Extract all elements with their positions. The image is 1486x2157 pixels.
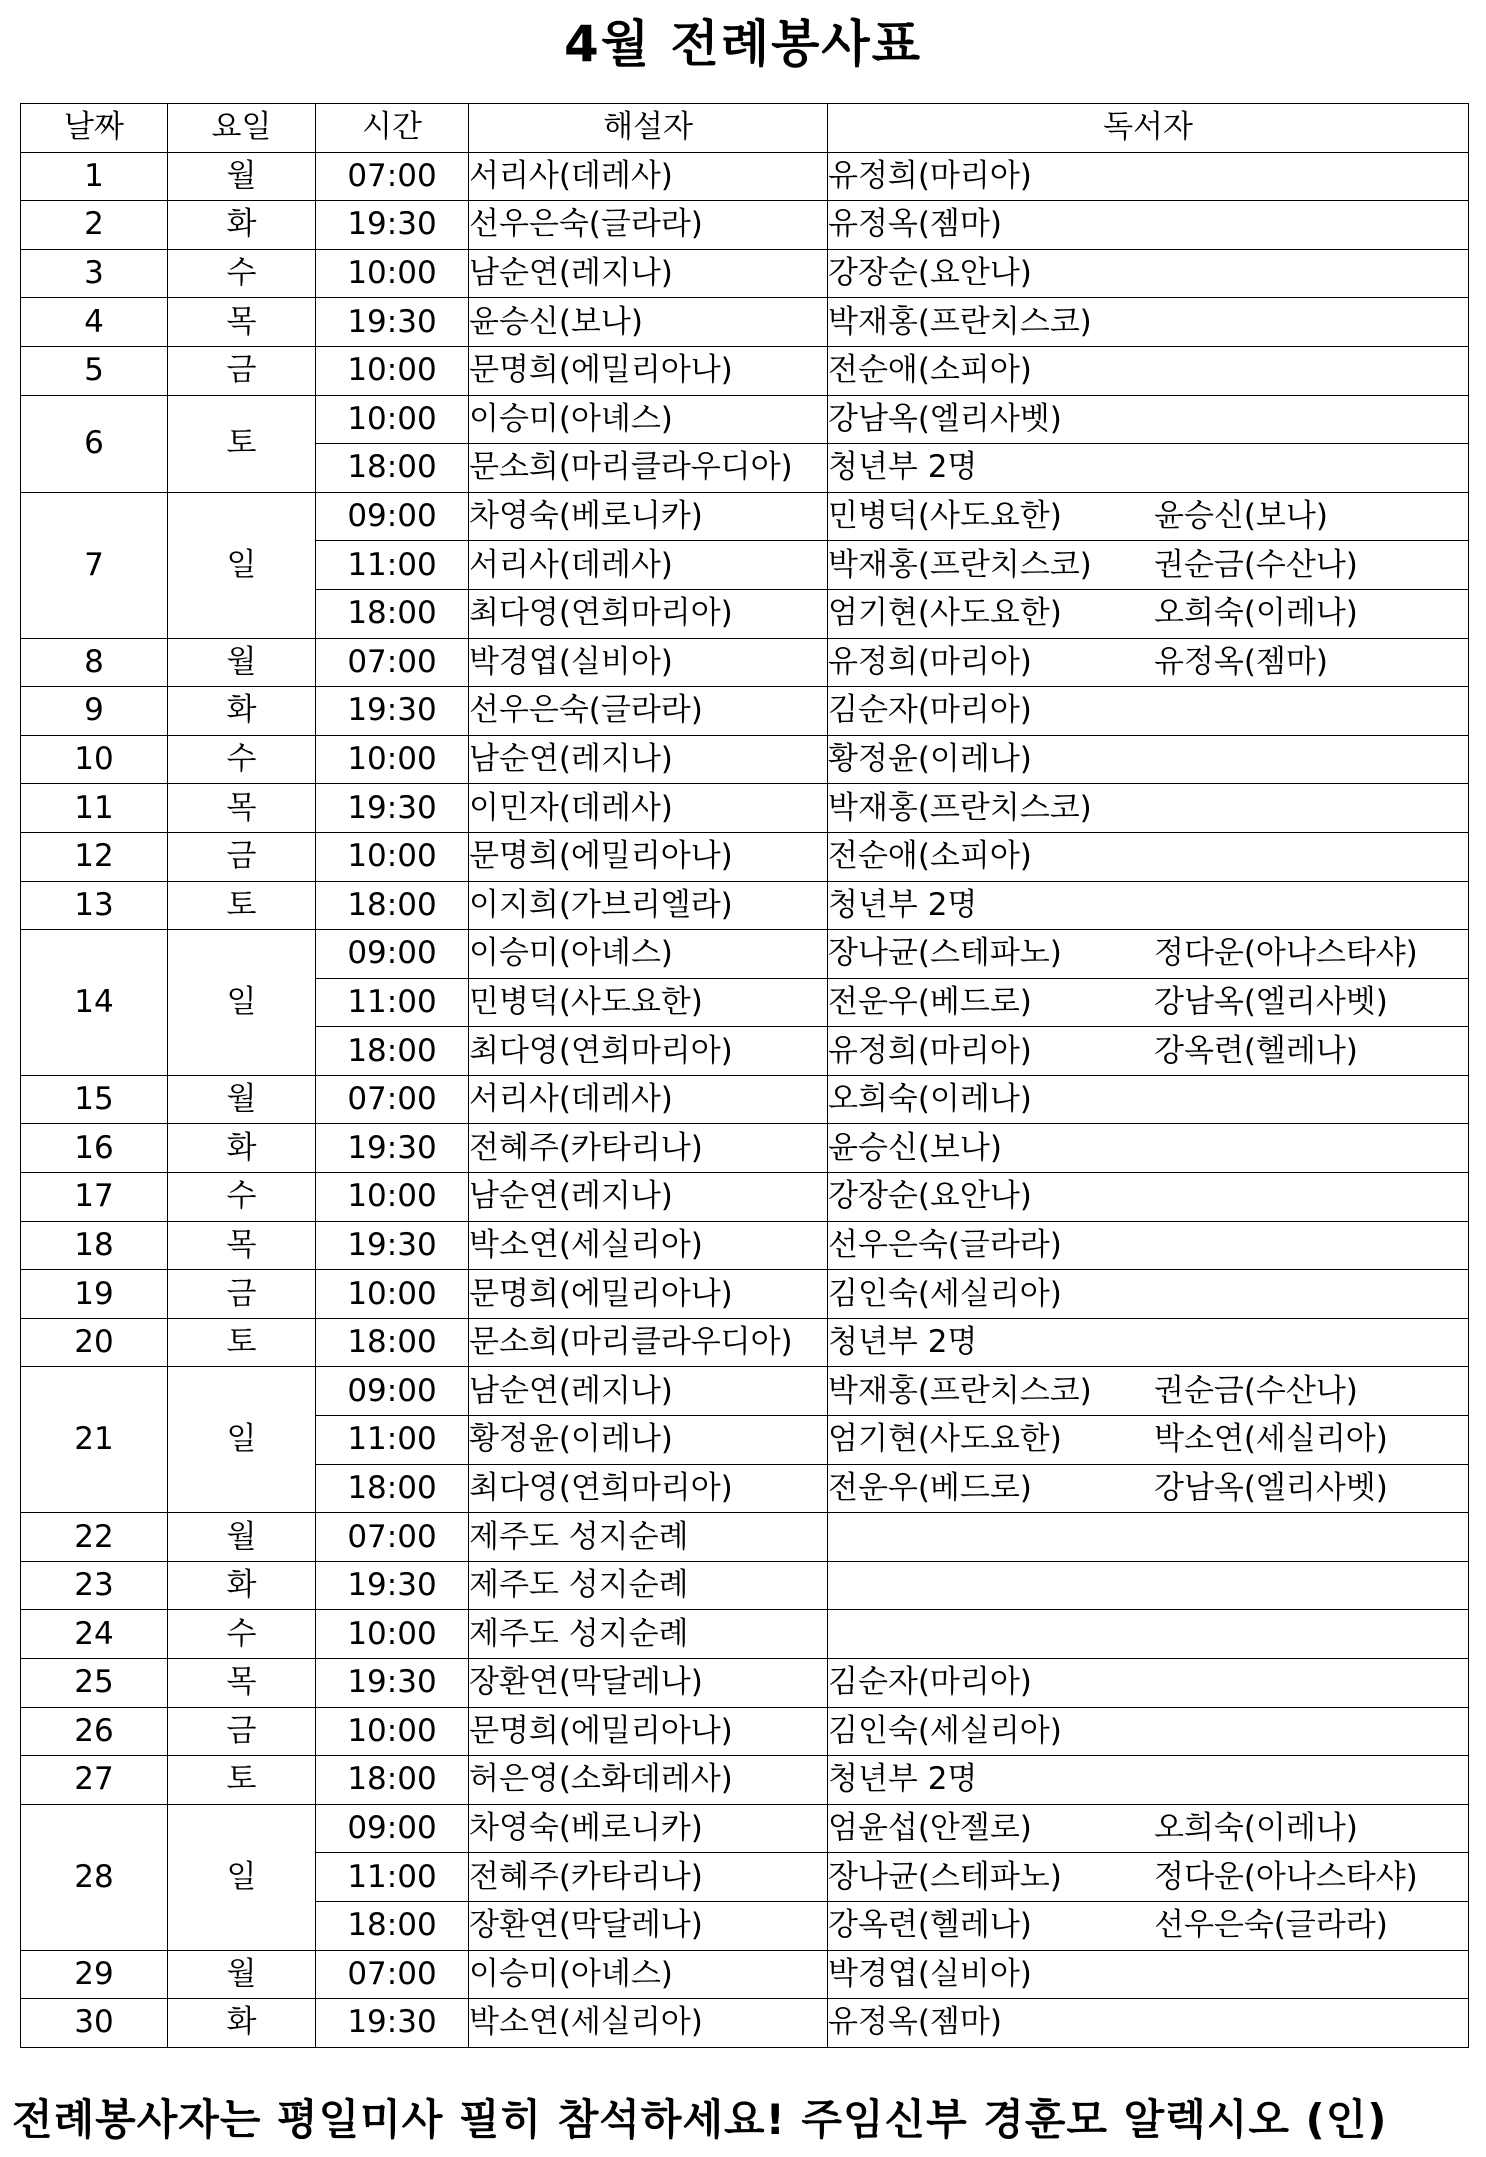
reader-cell — [828, 1416, 1469, 1465]
weekday-cell: 토 — [168, 1318, 316, 1367]
weekday-cell: 수 — [168, 1610, 316, 1659]
commentator-cell: 남순연(레지나) — [469, 1367, 828, 1416]
date-cell: 7 — [21, 492, 168, 638]
date-cell: 12 — [21, 832, 168, 881]
weekday-cell: 금 — [168, 1707, 316, 1756]
footer-note: 전례봉사자는 평일미사 필히 참석하세요! 주임신부 경훈모 알렉시오 (인) — [12, 2095, 1388, 2144]
date-cell: 11 — [21, 784, 168, 833]
reader-cell — [828, 444, 1469, 493]
header-time: 시간 — [316, 104, 469, 153]
date-cell: 28 — [21, 1804, 168, 1950]
time-cell: 07:00 — [316, 152, 469, 201]
reader-cell — [828, 1901, 1469, 1950]
reader-cell — [828, 201, 1469, 250]
date-cell: 15 — [21, 1075, 168, 1124]
commentator-cell: 최다영(연희마리아) — [469, 589, 828, 638]
time-cell: 10:00 — [316, 346, 469, 395]
weekday-cell: 수 — [168, 1173, 316, 1222]
time-cell: 09:00 — [316, 492, 469, 541]
reader-1: 유정옥(젬마) — [828, 206, 1002, 243]
commentator-cell: 장환연(막달레나) — [469, 1901, 828, 1950]
table-row — [21, 1999, 1469, 2048]
reader-1: 엄기현(사도요한) — [828, 595, 1062, 632]
reader-1: 전순애(소피아) — [828, 838, 1032, 875]
commentator-cell: 선우은숙(글라라) — [469, 687, 828, 736]
weekday-cell: 토 — [168, 395, 316, 492]
date-cell: 27 — [21, 1756, 168, 1805]
commentator-cell: 장환연(막달레나) — [469, 1659, 828, 1708]
reader-1: 청년부 2명 — [828, 1761, 978, 1798]
page-title: 4월 전례봉사표 — [564, 15, 922, 73]
reader-cell — [828, 1075, 1469, 1124]
time-cell: 19:30 — [316, 201, 469, 250]
reader-1: 유정희(마리아) — [828, 643, 1032, 680]
time-cell: 18:00 — [316, 1756, 469, 1805]
header-row — [21, 104, 1469, 153]
table-row — [21, 395, 1469, 444]
table-row — [21, 1513, 1469, 1562]
reader-1: 박재홍(프란치스코) — [828, 1372, 1092, 1409]
reader-cell — [828, 395, 1469, 444]
reader-cell — [828, 152, 1469, 201]
reader-2: 정다운(아나스타샤) — [1154, 935, 1418, 972]
table-row — [21, 687, 1469, 736]
schedule-table — [20, 103, 1469, 2048]
date-cell: 26 — [21, 1707, 168, 1756]
table-row — [21, 1173, 1469, 1222]
date-cell: 21 — [21, 1367, 168, 1513]
time-cell: 19:30 — [316, 1124, 469, 1173]
date-cell: 9 — [21, 687, 168, 736]
table-row — [21, 201, 1469, 250]
commentator-cell: 문소희(마리클라우디아) — [469, 1318, 828, 1367]
reader-1: 민병덕(사도요한) — [828, 498, 1062, 535]
table-row — [21, 1950, 1469, 1999]
date-cell: 30 — [21, 1999, 168, 2048]
time-cell: 18:00 — [316, 1027, 469, 1076]
reader-cell — [828, 1950, 1469, 1999]
time-cell: 10:00 — [316, 395, 469, 444]
commentator-cell: 최다영(연희마리아) — [469, 1027, 828, 1076]
reader-cell — [828, 1999, 1469, 2048]
time-cell: 09:00 — [316, 1367, 469, 1416]
table-row — [21, 1756, 1469, 1805]
table-row — [21, 346, 1469, 395]
commentator-cell: 문명희(에밀리아나) — [469, 832, 828, 881]
weekday-cell: 월 — [168, 1950, 316, 1999]
commentator-cell: 민병덕(사도요한) — [469, 978, 828, 1027]
time-cell: 07:00 — [316, 1513, 469, 1562]
reader-cell — [828, 1027, 1469, 1076]
time-cell: 09:00 — [316, 1804, 469, 1853]
time-cell: 10:00 — [316, 249, 469, 298]
commentator-cell: 차영숙(베로니카) — [469, 1804, 828, 1853]
date-cell: 8 — [21, 638, 168, 687]
reader-1: 김인숙(세실리아) — [828, 1712, 1062, 1749]
date-cell: 18 — [21, 1221, 168, 1270]
time-cell: 11:00 — [316, 541, 469, 590]
date-cell: 17 — [21, 1173, 168, 1222]
commentator-cell: 차영숙(베로니카) — [469, 492, 828, 541]
table-row — [21, 638, 1469, 687]
table-row — [21, 249, 1469, 298]
reader-cell — [828, 589, 1469, 638]
reader-1: 엄기현(사도요한) — [828, 1421, 1062, 1458]
table-row — [21, 1610, 1469, 1659]
table-row — [21, 930, 1469, 979]
reader-1: 박재홍(프란치스코) — [828, 789, 1092, 826]
weekday-cell: 금 — [168, 832, 316, 881]
commentator-cell: 이지희(가브리엘라) — [469, 881, 828, 930]
table-header — [21, 104, 1469, 153]
reader-cell — [828, 1270, 1469, 1319]
reader-cell — [828, 1221, 1469, 1270]
table-row — [21, 1221, 1469, 1270]
time-cell: 18:00 — [316, 1464, 469, 1513]
commentator-cell: 이승미(아녜스) — [469, 1950, 828, 1999]
table-row — [21, 1124, 1469, 1173]
date-cell: 13 — [21, 881, 168, 930]
date-cell: 19 — [21, 1270, 168, 1319]
reader-cell — [828, 1173, 1469, 1222]
reader-cell — [828, 978, 1469, 1027]
reader-cell — [828, 298, 1469, 347]
time-cell: 18:00 — [316, 1901, 469, 1950]
table-row — [21, 1367, 1469, 1416]
commentator-cell: 선우은숙(글라라) — [469, 201, 828, 250]
reader-1: 박경엽(실비아) — [828, 1955, 1032, 1992]
weekday-cell: 금 — [168, 346, 316, 395]
date-cell: 29 — [21, 1950, 168, 1999]
time-cell: 11:00 — [316, 978, 469, 1027]
reader-1: 엄윤섭(안젤로) — [828, 1810, 1032, 1847]
reader-1: 전운우(베드로) — [828, 983, 1032, 1020]
time-cell: 19:30 — [316, 784, 469, 833]
reader-cell — [828, 541, 1469, 590]
table-row — [21, 1561, 1469, 1610]
commentator-cell: 이민자(데레사) — [469, 784, 828, 833]
reader-1: 장나균(스테파노) — [828, 1858, 1062, 1895]
commentator-cell: 전혜주(카타리나) — [469, 1853, 828, 1902]
table-row — [21, 881, 1469, 930]
time-cell: 19:30 — [316, 687, 469, 736]
weekday-cell: 수 — [168, 249, 316, 298]
weekday-cell: 목 — [168, 1659, 316, 1708]
time-cell: 19:30 — [316, 1659, 469, 1708]
commentator-cell: 허은영(소화데레사) — [469, 1756, 828, 1805]
date-cell: 6 — [21, 395, 168, 492]
table-row — [21, 1075, 1469, 1124]
reader-1: 유정희(마리아) — [828, 1032, 1032, 1069]
commentator-cell: 서리사(데레사) — [469, 541, 828, 590]
reader-1: 청년부 2명 — [828, 1324, 978, 1361]
weekday-cell: 일 — [168, 930, 316, 1076]
header-commentator: 해설자 — [469, 104, 828, 153]
reader-cell — [828, 1804, 1469, 1853]
reader-1: 김순자(마리아) — [828, 1664, 1032, 1701]
time-cell: 10:00 — [316, 1173, 469, 1222]
reader-1: 김순자(마리아) — [828, 692, 1032, 729]
reader-1: 박재홍(프란치스코) — [828, 303, 1092, 340]
reader-1: 김인숙(세실리아) — [828, 1275, 1062, 1312]
time-cell: 19:30 — [316, 1999, 469, 2048]
commentator-cell: 최다영(연희마리아) — [469, 1464, 828, 1513]
time-cell: 10:00 — [316, 735, 469, 784]
reader-1: 강장순(요안나) — [828, 255, 1032, 292]
date-cell: 3 — [21, 249, 168, 298]
time-cell: 10:00 — [316, 1707, 469, 1756]
date-cell: 20 — [21, 1318, 168, 1367]
table-row — [21, 152, 1469, 201]
weekday-cell: 일 — [168, 1804, 316, 1950]
reader-cell — [828, 249, 1469, 298]
date-cell: 5 — [21, 346, 168, 395]
commentator-cell: 황정윤(이레나) — [469, 1416, 828, 1465]
date-cell: 10 — [21, 735, 168, 784]
reader-1: 강옥련(헬레나) — [828, 1907, 1032, 1944]
commentator-cell: 제주도 성지순례 — [469, 1561, 828, 1610]
reader-2: 강남옥(엘리사벳) — [1154, 1469, 1388, 1506]
time-cell: 07:00 — [316, 1950, 469, 1999]
weekday-cell: 월 — [168, 152, 316, 201]
date-cell: 2 — [21, 201, 168, 250]
header-weekday: 요일 — [168, 104, 316, 153]
time-cell: 11:00 — [316, 1416, 469, 1465]
weekday-cell: 일 — [168, 1367, 316, 1513]
reader-cell — [828, 832, 1469, 881]
commentator-cell: 이승미(아녜스) — [469, 930, 828, 979]
weekday-cell: 화 — [168, 687, 316, 736]
weekday-cell: 목 — [168, 1221, 316, 1270]
reader-1: 윤승신(보나) — [828, 1129, 1002, 1166]
date-cell: 16 — [21, 1124, 168, 1173]
time-cell: 11:00 — [316, 1853, 469, 1902]
reader-1: 선우은숙(글라라) — [828, 1226, 1062, 1263]
commentator-cell: 남순연(레지나) — [469, 249, 828, 298]
time-cell: 10:00 — [316, 832, 469, 881]
reader-cell — [828, 638, 1469, 687]
reader-2: 윤승신(보나) — [1154, 498, 1328, 535]
commentator-cell: 제주도 성지순례 — [469, 1513, 828, 1562]
reader-cell — [828, 1707, 1469, 1756]
commentator-cell: 박소연(세실리아) — [469, 1221, 828, 1270]
reader-2: 권순금(수산나) — [1154, 1372, 1358, 1409]
table-row — [21, 1707, 1469, 1756]
reader-1: 유정옥(젬마) — [828, 2004, 1002, 2041]
reader-2: 권순금(수산나) — [1154, 546, 1358, 583]
reader-cell — [828, 1513, 1469, 1562]
table-row — [21, 492, 1469, 541]
commentator-cell: 박경엽(실비아) — [469, 638, 828, 687]
time-cell: 19:30 — [316, 298, 469, 347]
reader-2: 박소연(세실리아) — [1154, 1421, 1388, 1458]
reader-cell — [828, 1659, 1469, 1708]
table-row — [21, 1804, 1469, 1853]
time-cell: 19:30 — [316, 1221, 469, 1270]
reader-1: 전순애(소피아) — [828, 352, 1032, 389]
commentator-cell: 문명희(에밀리아나) — [469, 1707, 828, 1756]
reader-2: 오희숙(이레나) — [1154, 595, 1358, 632]
weekday-cell: 목 — [168, 784, 316, 833]
reader-cell — [828, 1756, 1469, 1805]
reader-2: 유정옥(젬마) — [1154, 643, 1328, 680]
table-row — [21, 1270, 1469, 1319]
reader-1: 청년부 2명 — [828, 886, 978, 923]
reader-2: 오희숙(이레나) — [1154, 1810, 1358, 1847]
reader-2: 강남옥(엘리사벳) — [1154, 983, 1388, 1020]
weekday-cell: 화 — [168, 1999, 316, 2048]
reader-cell — [828, 1610, 1469, 1659]
reader-1: 황정윤(이레나) — [828, 741, 1032, 778]
weekday-cell: 월 — [168, 1075, 316, 1124]
weekday-cell: 화 — [168, 1124, 316, 1173]
time-cell: 18:00 — [316, 589, 469, 638]
header-date: 날짜 — [21, 104, 168, 153]
date-cell: 22 — [21, 1513, 168, 1562]
commentator-cell: 문소희(마리클라우디아) — [469, 444, 828, 493]
date-cell: 23 — [21, 1561, 168, 1610]
weekday-cell: 월 — [168, 638, 316, 687]
table-row — [21, 784, 1469, 833]
reader-cell — [828, 1367, 1469, 1416]
date-cell: 1 — [21, 152, 168, 201]
weekday-cell: 토 — [168, 1756, 316, 1805]
time-cell: 18:00 — [316, 444, 469, 493]
reader-cell — [828, 784, 1469, 833]
reader-cell — [828, 735, 1469, 784]
weekday-cell: 목 — [168, 298, 316, 347]
commentator-cell: 문명희(에밀리아나) — [469, 1270, 828, 1319]
commentator-cell: 박소연(세실리아) — [469, 1999, 828, 2048]
reader-1: 오희숙(이레나) — [828, 1081, 1032, 1118]
weekday-cell: 월 — [168, 1513, 316, 1562]
reader-cell — [828, 1464, 1469, 1513]
time-cell: 19:30 — [316, 1561, 469, 1610]
weekday-cell: 화 — [168, 1561, 316, 1610]
time-cell: 18:00 — [316, 1318, 469, 1367]
reader-1: 장나균(스테파노) — [828, 935, 1062, 972]
weekday-cell: 화 — [168, 201, 316, 250]
reader-1: 유정희(마리아) — [828, 157, 1032, 194]
table-body — [21, 152, 1469, 2047]
reader-cell — [828, 1318, 1469, 1367]
commentator-cell: 서리사(데레사) — [469, 1075, 828, 1124]
reader-cell — [828, 881, 1469, 930]
reader-1: 강장순(요안나) — [828, 1178, 1032, 1215]
weekday-cell: 일 — [168, 492, 316, 638]
commentator-cell: 제주도 성지순례 — [469, 1610, 828, 1659]
commentator-cell: 남순연(레지나) — [469, 1173, 828, 1222]
date-cell: 25 — [21, 1659, 168, 1708]
table-row — [21, 298, 1469, 347]
time-cell: 18:00 — [316, 881, 469, 930]
reader-cell — [828, 1853, 1469, 1902]
commentator-cell: 서리사(데레사) — [469, 152, 828, 201]
weekday-cell: 금 — [168, 1270, 316, 1319]
commentator-cell: 전혜주(카타리나) — [469, 1124, 828, 1173]
reader-cell — [828, 1561, 1469, 1610]
date-cell: 24 — [21, 1610, 168, 1659]
reader-1: 강남옥(엘리사벳) — [828, 400, 1062, 437]
reader-1: 청년부 2명 — [828, 449, 978, 486]
reader-2: 선우은숙(글라라) — [1154, 1907, 1388, 1944]
reader-cell — [828, 1124, 1469, 1173]
time-cell: 07:00 — [316, 638, 469, 687]
date-cell: 4 — [21, 298, 168, 347]
table-row — [21, 832, 1469, 881]
reader-cell — [828, 346, 1469, 395]
reader-cell — [828, 492, 1469, 541]
time-cell: 10:00 — [316, 1610, 469, 1659]
time-cell: 07:00 — [316, 1075, 469, 1124]
commentator-cell: 남순연(레지나) — [469, 735, 828, 784]
table-row — [21, 1659, 1469, 1708]
weekday-cell: 수 — [168, 735, 316, 784]
header-reader: 독서자 — [828, 104, 1469, 153]
reader-cell — [828, 687, 1469, 736]
commentator-cell: 문명희(에밀리아나) — [469, 346, 828, 395]
table-row — [21, 735, 1469, 784]
commentator-cell: 윤승신(보나) — [469, 298, 828, 347]
table-row — [21, 1318, 1469, 1367]
commentator-cell: 이승미(아녜스) — [469, 395, 828, 444]
time-cell: 10:00 — [316, 1270, 469, 1319]
reader-cell — [828, 930, 1469, 979]
weekday-cell: 토 — [168, 881, 316, 930]
reader-2: 강옥련(헬레나) — [1154, 1032, 1358, 1069]
date-cell: 14 — [21, 930, 168, 1076]
reader-1: 전운우(베드로) — [828, 1469, 1032, 1506]
reader-1: 박재홍(프란치스코) — [828, 546, 1092, 583]
time-cell: 09:00 — [316, 930, 469, 979]
reader-2: 정다운(아나스타샤) — [1154, 1858, 1418, 1895]
